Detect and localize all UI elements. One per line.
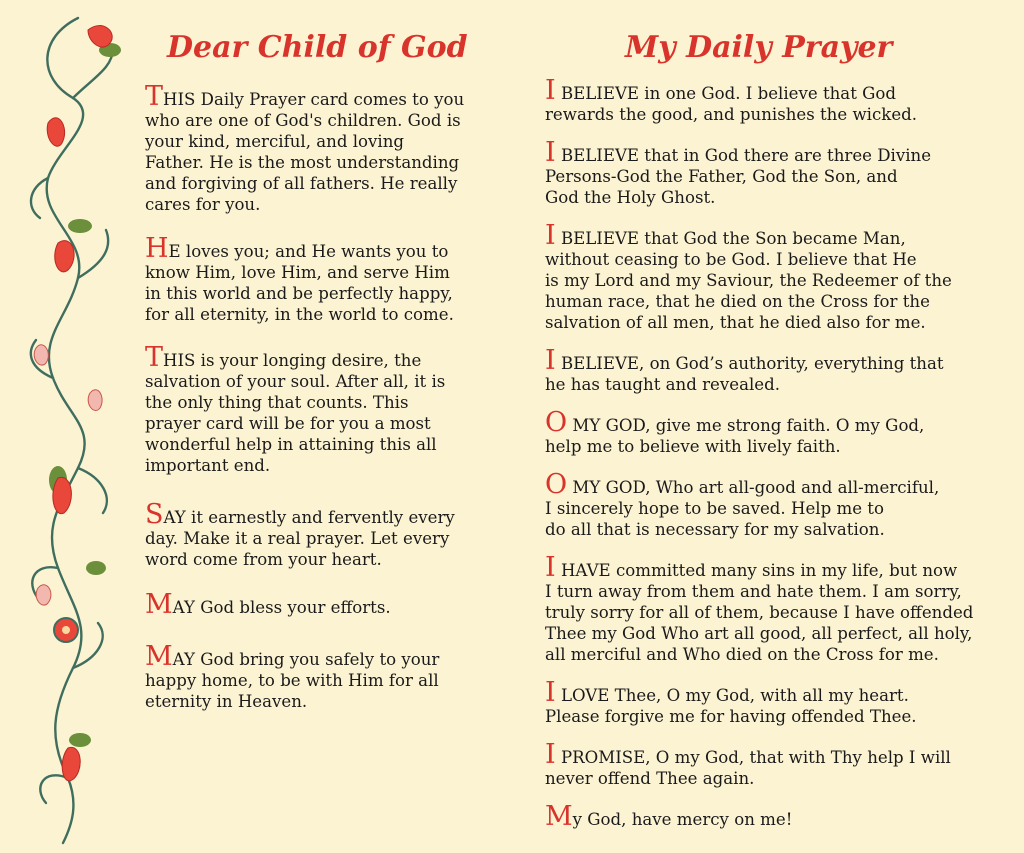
prayer-line: truly sorry for all of them, because I have offended: [545, 603, 974, 622]
intro-line: Father. He is the most understanding: [145, 153, 460, 172]
prayer-line: [545, 469, 1005, 500]
drop-cap: I: [545, 137, 556, 168]
prayer-line: [545, 801, 1005, 832]
intro-line: [145, 342, 490, 373]
drop-cap: I: [545, 345, 556, 376]
prayer-paragraph: [545, 407, 1005, 457]
prayer-line-text: BELIEVE that in God there are three Divine: [555, 146, 932, 165]
intro-line-text: AY God bring you safely to your: [172, 650, 440, 669]
prayer-line-text: HAVE committed many sins in my life, but now: [555, 561, 958, 580]
prayer-line-text: y God, have mercy on me!: [572, 810, 793, 829]
prayer-column: [545, 28, 1005, 830]
prayer-title: My Daily Prayer: [625, 30, 893, 65]
intro-line: [145, 81, 490, 112]
prayer-line: rewards the good, and punishes the wicked.: [545, 105, 918, 124]
intro-paragraph: [145, 233, 490, 325]
intro-line: in this world and be perfectly happy,: [145, 284, 453, 303]
prayer-line: Please forgive me for having offended Thee.: [545, 707, 917, 726]
intro-line: the only thing that counts. This: [145, 393, 409, 412]
intro-line-text: E loves you; and He wants you to: [168, 242, 449, 261]
prayer-line: salvation of all men, that he died also for me.: [545, 313, 926, 332]
prayer-line-text: BELIEVE in one God. I believe that God: [555, 84, 897, 103]
prayer-line: help me to believe with lively faith.: [545, 437, 841, 456]
intro-line-text: HIS is your longing desire, the: [163, 351, 422, 370]
prayer-line: [545, 75, 1005, 106]
prayer-paragraphs: [545, 75, 1005, 832]
prayer-line-text: BELIEVE that God the Son became Man,: [555, 229, 906, 248]
prayer-line: [545, 739, 1005, 770]
prayer-paragraph: [545, 345, 1005, 395]
intro-line-text: HIS Daily Prayer card comes to you: [163, 90, 465, 109]
intro-line: word come from your heart.: [145, 550, 382, 569]
drop-cap: O: [545, 407, 568, 438]
drop-cap: T: [145, 81, 164, 112]
prayer-line-text: MY GOD, give me strong faith. O my God,: [567, 416, 925, 435]
prayer-paragraph: [545, 137, 1005, 208]
prayer-line: [545, 677, 1005, 708]
intro-line: [145, 233, 490, 264]
drop-cap: H: [145, 233, 169, 264]
intro-line: for all eternity, in the world to come.: [145, 305, 454, 324]
drop-cap: M: [145, 641, 173, 672]
intro-paragraph: [145, 499, 490, 570]
intro-line: cares for you.: [145, 195, 261, 214]
intro-line: [145, 499, 490, 530]
intro-line: prayer card will be for you a most: [145, 414, 431, 433]
intro-title: Dear Child of God: [167, 30, 468, 65]
intro-paragraph: [145, 641, 490, 712]
prayer-line: without ceasing to be God. I believe that He: [545, 250, 917, 269]
prayer-line: I sincerely hope to be saved. Help me to: [545, 499, 884, 518]
prayer-line: he has taught and revealed.: [545, 375, 780, 394]
prayer-line: all merciful and Who died on the Cross for me.: [545, 645, 939, 664]
intro-paragraph: [145, 589, 490, 620]
prayer-line: is my Lord and my Saviour, the Redeemer of the: [545, 271, 952, 290]
prayer-line: [545, 407, 1005, 438]
intro-line: eternity in Heaven.: [145, 692, 308, 711]
intro-line: happy home, to be with Him for all: [145, 671, 439, 690]
prayer-paragraph: [545, 739, 1005, 789]
prayer-line-text: PROMISE, O my God, that with Thy help I will: [555, 748, 951, 767]
prayer-line: [545, 345, 1005, 376]
intro-line-text: AY God bless your efforts.: [172, 598, 391, 617]
intro-paragraph: [145, 342, 490, 476]
intro-line: important end.: [145, 456, 271, 475]
drop-cap: I: [545, 677, 556, 708]
drop-cap: I: [545, 552, 556, 583]
drop-cap: O: [545, 469, 568, 500]
intro-paragraph: [145, 81, 490, 215]
prayer-line: [545, 137, 1005, 168]
drop-cap: I: [545, 739, 556, 770]
prayer-paragraph: [545, 677, 1005, 727]
prayer-paragraph: [545, 220, 1005, 333]
intro-line: who are one of God's children. God is: [145, 111, 461, 130]
prayer-line-text: LOVE Thee, O my God, with all my heart.: [555, 686, 909, 705]
prayer-paragraph: [545, 469, 1005, 540]
prayer-paragraph: [545, 801, 1005, 832]
drop-cap: M: [145, 589, 173, 620]
drop-cap: S: [145, 499, 164, 530]
prayer-line: [545, 552, 1005, 583]
prayer-line: I turn away from them and hate them. I am sorry,: [545, 582, 962, 601]
prayer-line: [545, 220, 1005, 251]
prayer-line: human race, that he died on the Cross for the: [545, 292, 930, 311]
intro-line: know Him, love Him, and serve Him: [145, 263, 450, 282]
prayer-line-text: MY GOD, Who art all-good and all-merciful,: [567, 478, 940, 497]
intro-line: wonderful help in attaining this all: [145, 435, 437, 454]
intro-column: [145, 28, 490, 712]
intro-line: your kind, merciful, and loving: [145, 132, 405, 151]
prayer-line: Persons-God the Father, God the Son, and: [545, 167, 898, 186]
intro-line: day. Make it a real prayer. Let every: [145, 529, 450, 548]
prayer-paragraph: [545, 75, 1005, 125]
prayer-line: God the Holy Ghost.: [545, 188, 716, 207]
drop-cap: M: [545, 801, 573, 832]
prayer-line: Thee my God Who art all good, all perfect, all holy,: [545, 624, 973, 643]
prayer-paragraph: [545, 552, 1005, 665]
prayer-line-text: BELIEVE, on God’s authority, everything that: [555, 354, 944, 373]
intro-line: [145, 589, 490, 620]
drop-cap: T: [145, 342, 164, 373]
prayer-line: do all that is necessary for my salvation.: [545, 520, 885, 539]
intro-paragraphs: [145, 81, 490, 712]
intro-line: [145, 641, 490, 672]
intro-line-text: AY it earnestly and fervently every: [163, 508, 455, 527]
floral-border: [18, 8, 130, 846]
drop-cap: I: [545, 75, 556, 106]
intro-line: salvation of your soul. After all, it is: [145, 372, 446, 391]
intro-line: and forgiving of all fathers. He really: [145, 174, 458, 193]
prayer-line: never offend Thee again.: [545, 769, 755, 788]
drop-cap: I: [545, 220, 556, 251]
